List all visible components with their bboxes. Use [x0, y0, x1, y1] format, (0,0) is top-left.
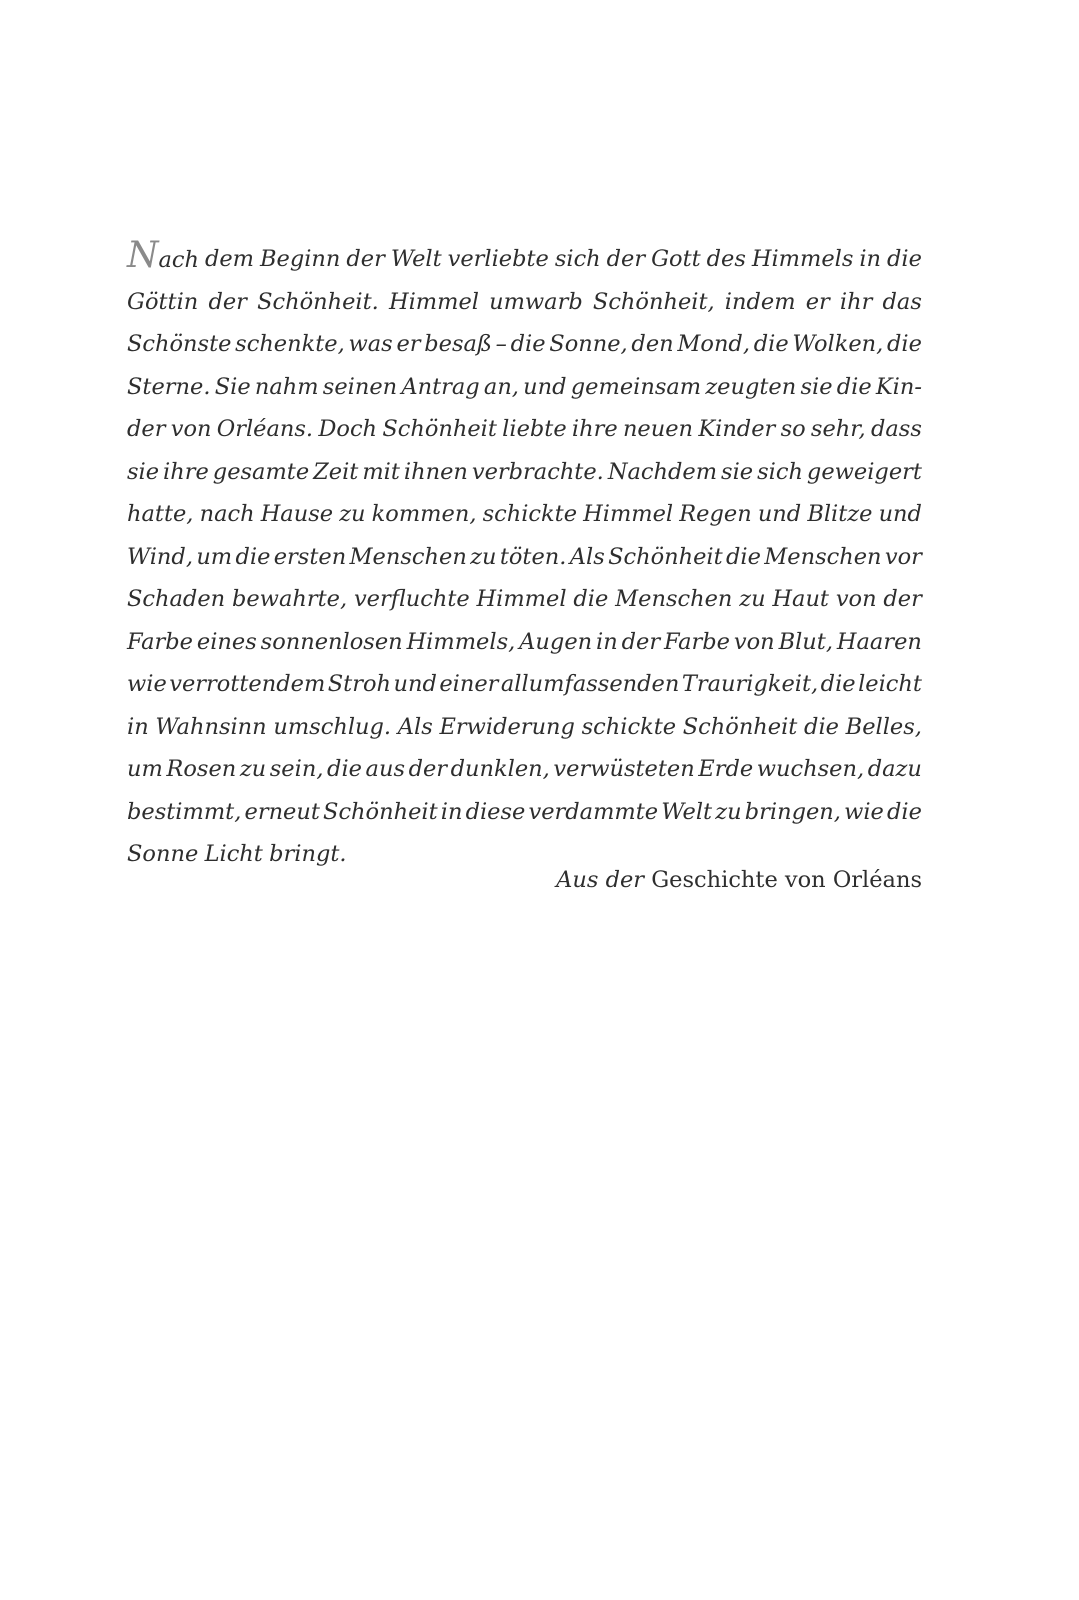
passage-word: die	[235, 543, 271, 570]
passage-word: und	[393, 671, 437, 697]
passage-word: gemeinsam	[570, 373, 702, 400]
passage-word: Himmels,	[406, 628, 516, 655]
attribution-prefix: Aus der	[556, 867, 645, 893]
passage-word: Schönheit.	[257, 288, 379, 315]
passage-word: dass	[870, 416, 922, 442]
passage-word: nach	[199, 501, 255, 527]
passage-word: bringen,	[744, 798, 841, 825]
passage-line	[127, 706, 922, 749]
passage-line	[127, 281, 922, 324]
passage-word: die	[820, 671, 856, 697]
passage-word: Als	[569, 543, 605, 570]
passage-word: Himmel	[476, 586, 567, 612]
passage-word: um	[196, 543, 233, 570]
passage-word: umschlug.	[273, 713, 392, 740]
passage-word: Haaren	[836, 628, 922, 655]
passage-word: sich	[757, 458, 803, 485]
passage-word: erneut	[244, 798, 320, 825]
passage-word: sie	[800, 373, 833, 400]
passage-word: in	[440, 798, 463, 825]
passage-word: Nach	[127, 235, 200, 276]
passage-word: vor	[884, 543, 922, 570]
passage-word: der	[408, 756, 448, 782]
passage-word: gesamte	[212, 458, 310, 485]
passage-word: zu	[239, 756, 267, 782]
passage-word: Himmels	[751, 246, 854, 272]
passage-word: zu	[339, 501, 366, 527]
passage-word: Schaden	[127, 586, 226, 612]
passage-line	[127, 366, 922, 409]
passage-word: geweigert	[806, 458, 922, 485]
attribution-source: Geschichte von Orléans	[651, 867, 922, 893]
passage-word: Zeit	[313, 458, 359, 485]
passage-word: diese	[465, 798, 526, 825]
passage-word: von	[733, 628, 775, 655]
passage-word: an,	[483, 373, 519, 400]
passage-word: Orléans.	[216, 416, 314, 442]
decorative-initial: N	[127, 235, 159, 276]
passage-word: der	[621, 628, 661, 655]
passage-word: Sonne	[127, 841, 199, 867]
passage-word: allumfassenden	[500, 671, 680, 697]
passage-word: zu	[739, 586, 766, 612]
passage-word: Doch	[318, 416, 378, 442]
passage-word: sehr,	[810, 416, 866, 442]
passage-word: Regen	[679, 501, 752, 527]
passage-word: sie	[721, 458, 754, 485]
passage-word: Wind,	[127, 543, 193, 570]
passage-word: Sterne.	[127, 373, 211, 400]
passage-word: Menschen	[349, 543, 467, 570]
passage-line	[127, 408, 922, 451]
passage-word: von	[170, 416, 212, 442]
passage-word: die	[327, 756, 362, 782]
passage-word: bewahrte,	[231, 586, 348, 612]
passage-word: besaß	[424, 331, 492, 357]
passage-word: Himmel	[583, 501, 674, 527]
passage-word: Hause	[260, 501, 334, 527]
passage-word: Menschen	[764, 543, 882, 570]
passage-word: in	[596, 628, 618, 655]
passage-word: –	[495, 331, 507, 357]
passage-word: die	[886, 798, 922, 825]
passage-line	[127, 235, 922, 281]
passage-word: verwüsteten	[553, 756, 695, 782]
passage-word: um	[127, 756, 163, 782]
passage-word: das	[882, 288, 922, 315]
passage-word: sie	[127, 458, 160, 485]
passage-word: Wahnsinn	[155, 713, 267, 740]
passage-line	[127, 621, 922, 664]
passage-word: zeugten	[705, 373, 797, 400]
passage-word: Belles,	[845, 713, 922, 740]
passage-word: hatte,	[127, 501, 194, 527]
passage-word: der	[883, 586, 922, 612]
passage-word: aus	[365, 756, 405, 782]
passage-line	[127, 791, 922, 834]
passage-word: Haut	[772, 586, 829, 612]
passage-word: ihre	[163, 458, 209, 485]
passage-word: und	[523, 373, 567, 400]
passage-word: leicht	[858, 671, 922, 697]
passage-line	[127, 493, 922, 536]
passage-word: Schönste	[127, 331, 232, 357]
passage-word: er	[396, 331, 421, 357]
passage-word: wie	[844, 798, 884, 825]
passage-word: Schönheit	[382, 416, 497, 442]
passage-word: verbrachte.	[471, 458, 604, 485]
passage-word: nahm	[254, 373, 319, 400]
passage-word: Augen	[519, 628, 593, 655]
passage-word: Blut,	[778, 628, 833, 655]
passage-word: die	[573, 586, 609, 612]
passage-word: Kinder	[698, 416, 776, 442]
passage-word: umwarb	[489, 288, 583, 315]
passage-word: wuchsen,	[756, 756, 865, 782]
passage-word: die	[886, 246, 922, 272]
passage-word: indem	[724, 288, 796, 315]
passage-word: dazu	[867, 756, 922, 782]
passage-word: schickte	[482, 501, 578, 527]
passage-line	[127, 578, 922, 621]
passage-word: Als	[397, 713, 433, 740]
passage-word: des	[706, 246, 746, 272]
passage-line	[127, 748, 922, 791]
passage-word: ihnen	[403, 458, 468, 485]
passage-word: Kin-	[875, 373, 922, 400]
passage-word: Schönheit	[608, 543, 723, 570]
passage-word: Erwiderung	[439, 713, 575, 740]
passage-word: in	[859, 246, 882, 272]
passage-word: bestimmt,	[127, 798, 242, 825]
passage-word: die	[753, 331, 789, 357]
passage-word: eines	[196, 628, 257, 655]
passage-word: Beginn	[259, 246, 341, 272]
passage-word: Erde	[698, 756, 754, 782]
passage-word: die	[836, 373, 872, 400]
passage-word: der	[346, 246, 385, 272]
passage-word: zu	[470, 543, 497, 570]
passage-word: ihre	[571, 416, 618, 442]
passage-word: Sie	[214, 373, 251, 400]
passage-word: Blitze	[807, 501, 873, 527]
passage-line	[127, 451, 922, 494]
passage-word: verdammte	[528, 798, 659, 825]
passage-word: Traurigkeit,	[681, 671, 819, 697]
passage-word: die	[887, 331, 922, 357]
passage-word: von	[835, 586, 877, 612]
passage-word: Himmel	[388, 288, 479, 315]
passage-word: kommen,	[371, 501, 477, 527]
passage-word: Wolken,	[792, 331, 884, 357]
passage-word: töten.	[499, 543, 567, 570]
passage-word: Farbe	[127, 628, 193, 655]
passage-word: einer	[439, 671, 499, 697]
passage-word: die	[804, 713, 839, 740]
passage-line	[127, 323, 922, 366]
passage-word: so	[780, 416, 806, 442]
passage-word: schickte	[581, 713, 677, 740]
passage-word: Mond,	[677, 331, 750, 357]
passage-word: liebte	[502, 416, 567, 442]
passage-word: Welt	[661, 798, 713, 825]
passage-word: verfluchte	[353, 586, 470, 612]
passage-word: mit	[362, 458, 400, 485]
passage-word: der	[127, 416, 166, 442]
passage-word: sein,	[269, 756, 324, 782]
passage-line	[127, 536, 922, 579]
passage-word: Schönheit,	[592, 288, 715, 315]
passage-word: den	[631, 331, 674, 357]
passage-word: sich	[554, 246, 601, 272]
passage-word: dunklen,	[450, 756, 550, 782]
passage-word: Schönheit	[323, 798, 438, 825]
passage-word: Gott	[651, 246, 701, 272]
passage-word: und	[878, 501, 922, 527]
passage-word: Licht	[204, 841, 263, 867]
passage-word: die	[726, 543, 761, 570]
passage-word: schenkte,	[235, 331, 345, 357]
passage-word: verliebte	[447, 246, 549, 272]
passage-word: und	[757, 501, 802, 527]
passage-word: zu	[715, 798, 742, 825]
passage-word: der	[606, 246, 646, 272]
passage-word: ersten	[273, 543, 347, 570]
passage-word: er	[805, 288, 830, 315]
passage-word: in	[127, 713, 149, 740]
passage-word: Göttin	[127, 288, 199, 315]
passage-word: Welt	[390, 246, 442, 272]
passage-line	[127, 663, 922, 706]
passage-word: die	[510, 331, 546, 357]
passage-word: ihr	[839, 288, 873, 315]
epigraph-passage	[127, 235, 922, 876]
attribution	[556, 867, 922, 893]
passage-word: Nachdem	[607, 458, 718, 485]
passage-word: Farbe	[664, 628, 730, 655]
passage-word: wie	[127, 671, 167, 697]
passage-word: was	[348, 331, 393, 357]
passage-word: neuen	[622, 416, 694, 442]
passage-word: Rosen	[166, 756, 237, 782]
passage-word: Menschen	[615, 586, 733, 612]
passage-word: der	[208, 288, 247, 315]
passage-word: Stroh	[327, 671, 391, 697]
passage-word: bringt.	[269, 841, 347, 867]
passage-word: verrottendem	[169, 671, 326, 697]
passage-word: Schönheit	[682, 713, 798, 740]
passage-word: Sonne,	[549, 331, 628, 357]
passage-word: seinen	[322, 373, 398, 400]
passage-word: dem	[204, 246, 255, 272]
passage-word: sonnenlosen	[260, 628, 403, 655]
passage-word: Antrag	[401, 373, 480, 400]
